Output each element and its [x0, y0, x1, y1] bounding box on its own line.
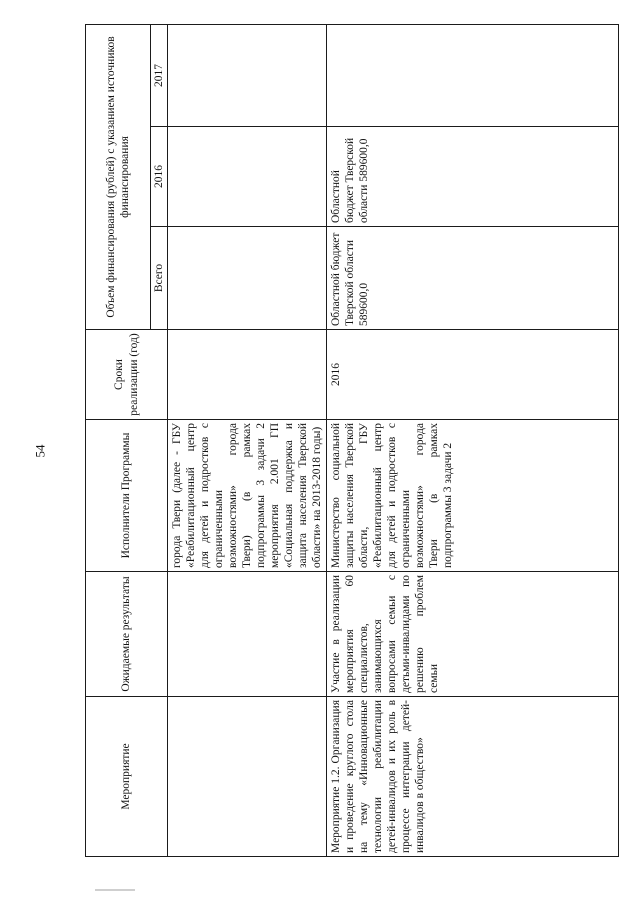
cell-total: Областной бюджет Тверской области 589600,0 — [327, 227, 619, 330]
header-year-2016: 2016 — [151, 127, 168, 227]
header-funding: Объем финансирования (рублей) с указанием источников финансирования — [86, 24, 151, 329]
rotated-table-frame — [85, 25, 619, 857]
page-number: 54 — [32, 444, 48, 458]
header-results: Ожидаемые результаты — [86, 572, 168, 697]
cell-2017 — [327, 24, 619, 126]
table-row — [168, 24, 327, 856]
header-total: Всего — [151, 227, 168, 330]
cell-results — [168, 572, 327, 697]
cell-event — [168, 697, 327, 857]
cell-executors: города Твери (далее - ГБУ «Реабилитационный центр для детей и подростков с ограниченными возможностями» города Твери) (в рамках подпрограммы 3 задачи 2 мероприятия 2.001 ГП «Социальная поддержка и защита населения Тверской области» на 2013-2018 годы) — [168, 420, 327, 572]
header-executors: Исполнители Программы — [86, 420, 168, 572]
header-event: Мероприятие — [86, 697, 168, 857]
cell-total — [168, 227, 327, 330]
cell-terms — [168, 330, 327, 420]
table-container — [85, 25, 619, 857]
cell-terms: 2016 — [327, 330, 619, 420]
cell-event: Мероприятие 1.2. Организация и проведение круглого стола на тему «Инновационные технологии реабилитации детей-инвалидов и их роль в процессе интеграции детей-инвалидов в общество» — [327, 697, 619, 857]
cell-2017 — [168, 24, 327, 126]
table-row — [327, 24, 619, 856]
cell-2016 — [168, 127, 327, 227]
scan-artifact — [95, 889, 135, 891]
header-year-2017: 2017 — [151, 24, 168, 126]
header-terms: Сроки реализации (год) — [86, 330, 168, 420]
cell-2016: Областной бюджет Тверской области 589600,0 — [327, 127, 619, 227]
program-events-table — [85, 24, 619, 857]
cell-results: Участие в реализации мероприятия 60 специалистов, занимающихся вопросами семьи с детьми-инвалидами по решению проблем семьи — [327, 572, 619, 697]
cell-executors: Министерство социальной защиты населения Тверской области, ГБУ «Реабилитационный центр для детей и подростков с ограниченными возможностями» города Твери (в рамках подпрограммы 3 задачи 2 — [327, 420, 619, 572]
header-row — [86, 24, 151, 856]
